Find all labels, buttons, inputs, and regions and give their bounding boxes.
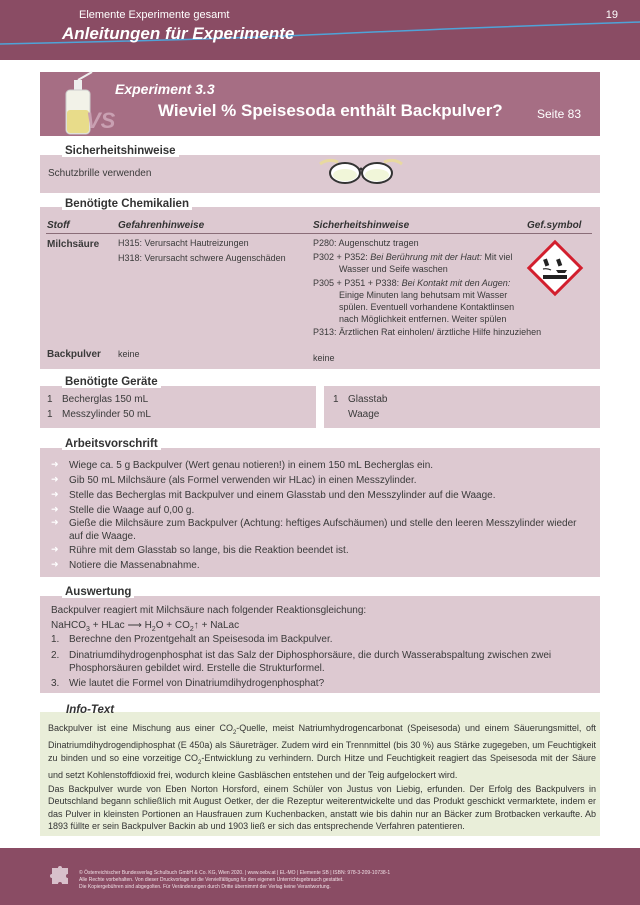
equipment-item-messzylinder: Messzylinder 50 mL: [62, 409, 151, 420]
hazard-h318: H318: Verursacht schwere Augenschäden: [118, 253, 286, 263]
safety-p305: [313, 277, 533, 325]
equipment-left: [40, 386, 316, 428]
document-title: Anleitungen für Experimente: [62, 24, 295, 43]
equipment-heading: Benötigte Geräte: [62, 376, 161, 388]
footer-copyright: © Österreichischer Bundesverlag Schulbuch GmbH & Co. KG, Wien 2020. | www.oebv.at | EL-MO | Elemente SB | ISBN: 978-3-209-10738-1: [79, 870, 391, 876]
safety-heading: Sicherheitshinweise: [62, 145, 179, 157]
col-header-ghs-symbol: Gef.symbol: [527, 220, 582, 231]
p302-code: P302 + P352:: [313, 252, 371, 262]
equipment-item-glasstab: Glasstab: [348, 394, 388, 405]
evaluation-intro: Backpulver reagiert mit Milchsäure nach folgender Reaktionsgleichung:: [51, 605, 367, 616]
page-reference: Seite 83: [537, 107, 582, 121]
arrow-right-icon: ➜: [51, 504, 59, 514]
backpulver-safety: keine: [313, 353, 335, 363]
experiment-header: [40, 72, 600, 136]
arrow-right-icon: ➜: [51, 459, 59, 469]
corrosive-icon: [541, 253, 569, 283]
reaction-equation: NaHCO$_3$ + HLac ⟶ $H_2O$ + $CO_2↑$ + NaLac: [51, 620, 240, 633]
arrow-right-icon: ➜: [51, 559, 59, 569]
p305-line1: Einige Minuten lang behutsam mit Wasser: [339, 290, 508, 300]
question-1: 1. Berechne den Prozentgehalt an Speisesoda im Backpulver.: [51, 634, 333, 645]
info-heading: Info-Text: [66, 704, 115, 716]
info-text: [48, 722, 596, 833]
footer-fees: Die Kopiergebühren sind abgegolten. Für Veränderungen durch Dritte übernimmt der Verlag keine Verantwortung.: [79, 884, 331, 890]
col-header-safety: Sicherheitshinweise: [313, 220, 410, 231]
footer-band: [0, 848, 640, 905]
p302-rest: Mit viel: [481, 252, 513, 262]
question-2: 2. Dinatriumdihydrogenphosphat ist das Salz der Diphosphorsäure, die durch Wasserabspaltung zwischen zwei Phosphorsäuren gebildet wird. Erstelle die Strukturformel.: [51, 650, 552, 674]
equipment-qty-3: 1: [333, 394, 339, 405]
safety-p302: [313, 251, 528, 275]
top-header-band: [0, 0, 640, 60]
footer-rights: Alle Rechte vorbehalten. Von dieser Druckvorlage ist die Vervielfältigung für den eigenen Unterrichtsgebrauch gestattet.: [79, 877, 344, 883]
arrow-right-icon: ➜: [51, 474, 59, 484]
experiment-label: Experiment 3.3: [115, 81, 215, 97]
safety-text: Schutzbrille verwenden: [48, 168, 152, 179]
info-paragraph-1: Backpulver ist eine Mischung aus einer $CO_2$-Quelle, meist Natriumhydrogencarbonat (Speisesoda) und einem Säuerungsmittel, oft Dinatriumdihydrogendiphosphat (E 450a) als Säureträger. Zudem wird ein Trennmittel (bis 30 %) aus Stärke zugegeben, um Feuchtigkeit zu binden und so eine vorzeitige $CO_2$-Entwicklung zu verhindern. Durch Hitze und Feuchtigkeit reagiert das Speisesoda mit der Säure und setzt Kohlenstoffdioxid frei, wodurch kleine Gasbläschen entstehen und der Teig aufgelockert wird.: [48, 723, 596, 781]
wash-bottle-icon: [52, 70, 116, 138]
substance-backpulver: Backpulver: [47, 349, 101, 360]
safety-goggles-icon: [318, 156, 404, 186]
puzzle-logo-icon: [48, 864, 72, 888]
equipment-item-waage: Waage: [348, 409, 380, 420]
backpulver-hazards: keine: [118, 349, 140, 359]
safety-p280: P280: Augenschutz tragen: [313, 238, 419, 248]
p305-code: P305 + P351 + P338:: [313, 278, 402, 288]
safety-p313: P313: Ärztlichen Rat einholen/ ärztliche Hilfe hinzuziehen: [313, 327, 542, 337]
experiment-title: Wieviel % Speisesoda enthält Backpulver?: [158, 101, 503, 120]
reaction-arrow-icon: ⟶: [127, 620, 142, 631]
equipment-item-becherglas: Becherglas 150 mL: [62, 394, 149, 405]
hazard-h315: H315: Verursacht Hautreizungen: [118, 238, 249, 248]
col-header-substance: Stoff: [47, 220, 70, 231]
question-3: 3. Wie lautet die Formel von Dinatriumdihydrogenphosphat?: [51, 678, 325, 689]
series-title: Elemente Experimente gesamt: [79, 9, 230, 21]
chemicals-heading: Benötigte Chemikalien: [62, 198, 192, 210]
table-rule: [46, 233, 592, 234]
arrow-right-icon: ➜: [51, 517, 59, 527]
p305-line3: nach Möglichkeit entfernen. Weiter spülen: [339, 314, 507, 324]
p302-line2: Wasser und Seife waschen: [339, 264, 448, 274]
p302-condition: Bei Berührung mit der Haut:: [370, 252, 482, 262]
p305-condition: Bei Kontakt mit den Augen:: [401, 278, 511, 288]
evaluation-heading: Auswertung: [62, 586, 134, 598]
equipment-qty-1: 1: [47, 394, 53, 405]
info-paragraph-2: Das Backpulver wurde von Eben Norton Horsford, einem Schüler von Justus von Liebig, erfunden. Der Erfolg des Backpulvers in Deutschland begann schließlich mit August Oetker, der die Rezeptur weiterentwickelte und das Produkt geschickt vermarktete, indem er das Pulver in kleinsten Portionen an Hausfrauen zum Kuchenbacken, anstatt wie bis dahin nur an Bäcker zum Brotbacken verkaufte. Ab 1893 füllte er sein Backpulver Backin ab und 1903 ließ er sich das entsprechende Verfahren patentieren.: [48, 783, 596, 832]
procedure-heading: Arbeitsvorschrift: [62, 438, 161, 450]
p305-line2: spülen. Eventuell vorhandene Kontaktlinsen: [339, 302, 515, 312]
equipment-qty-2: 1: [47, 409, 53, 420]
arrow-right-icon: ➜: [51, 544, 59, 554]
substance-milchsaeure: Milchsäure: [47, 239, 100, 250]
col-header-hazards: Gefahrenhinweise: [118, 220, 205, 231]
svg-text:VS: VS: [86, 108, 116, 133]
equipment-right: [324, 386, 600, 428]
page-number: 19: [605, 9, 618, 21]
arrow-right-icon: ➜: [51, 489, 59, 499]
